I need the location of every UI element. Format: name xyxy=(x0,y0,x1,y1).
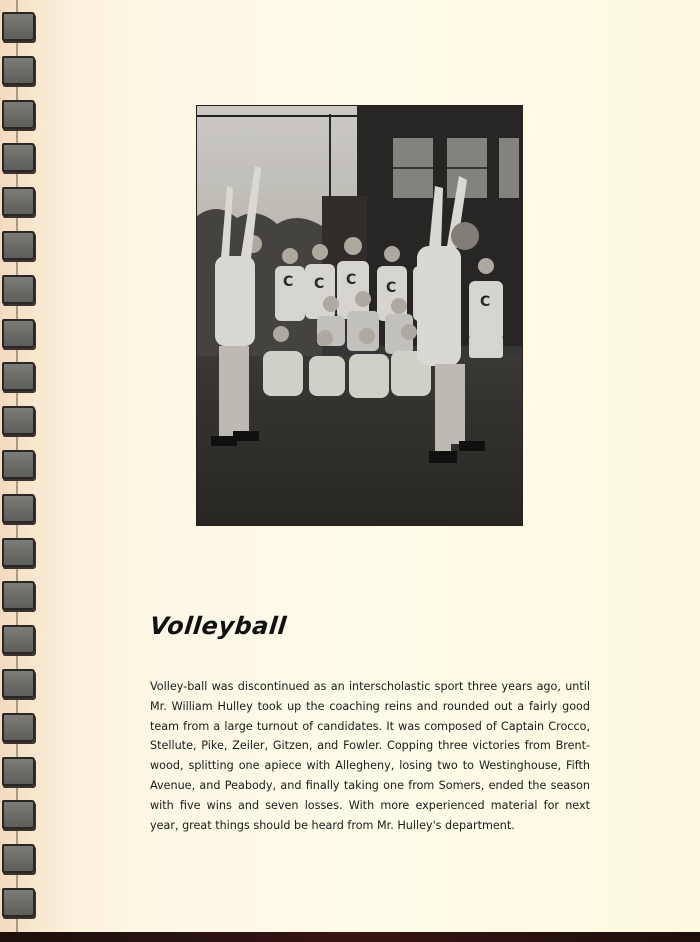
spiral-binding xyxy=(0,0,40,932)
spiral-ring xyxy=(2,231,35,260)
article-line: Stellute, Pike, Zeiler, Gitzen, and Fowler. Copping three victories from Brent- xyxy=(150,739,590,753)
spiral-ring xyxy=(2,12,35,41)
svg-text:C: C xyxy=(346,272,357,288)
article-body xyxy=(150,677,590,835)
svg-text:C: C xyxy=(480,294,491,310)
spiral-ring xyxy=(2,757,35,786)
spiral-ring xyxy=(2,319,35,348)
spiral-ring xyxy=(2,669,35,698)
spiral-ring xyxy=(2,844,35,873)
spiral-ring xyxy=(2,713,35,742)
page-edge-shadow xyxy=(0,932,700,942)
svg-text:C: C xyxy=(386,280,397,296)
article-title: Volleyball xyxy=(148,612,289,640)
spiral-ring xyxy=(2,100,35,129)
spiral-ring xyxy=(2,581,35,610)
spiral-ring xyxy=(2,625,35,654)
spiral-ring xyxy=(2,406,35,435)
spiral-ring xyxy=(2,187,35,216)
article-line: year, great things should be heard from Mr. Hulley's department. xyxy=(150,818,515,832)
team-photo xyxy=(196,105,523,526)
spiral-ring xyxy=(2,275,35,304)
spiral-ring xyxy=(2,494,35,523)
article-line: wood, splitting one apiece with Allegheny, losing two to Westinghouse, Fifth xyxy=(150,759,590,773)
article-line: Volley-ball was discontinued as an interscholastic sport three years ago, until xyxy=(150,680,590,693)
spiral-ring xyxy=(2,800,35,829)
article-line: Avenue, and Peabody, and finally taking one from Somers, ended the season xyxy=(150,778,590,792)
svg-text:C: C xyxy=(283,274,294,290)
spiral-ring xyxy=(2,450,35,479)
spiral-ring xyxy=(2,143,35,172)
spiral-ring xyxy=(2,56,35,85)
spiral-ring xyxy=(2,888,35,917)
article-line: team from a large turnout of candidates. It was composed of Captain Crocco, xyxy=(150,719,590,733)
spiral-ring xyxy=(2,538,35,567)
svg-text:C: C xyxy=(314,276,325,292)
article-line: with five wins and seven losses. With more experienced material for next xyxy=(150,798,590,812)
team-photo-image xyxy=(197,106,522,525)
spiral-ring xyxy=(2,362,35,391)
article-line: Mr. William Hulley took up the coaching reins and rounded out a fairly good xyxy=(150,699,590,713)
